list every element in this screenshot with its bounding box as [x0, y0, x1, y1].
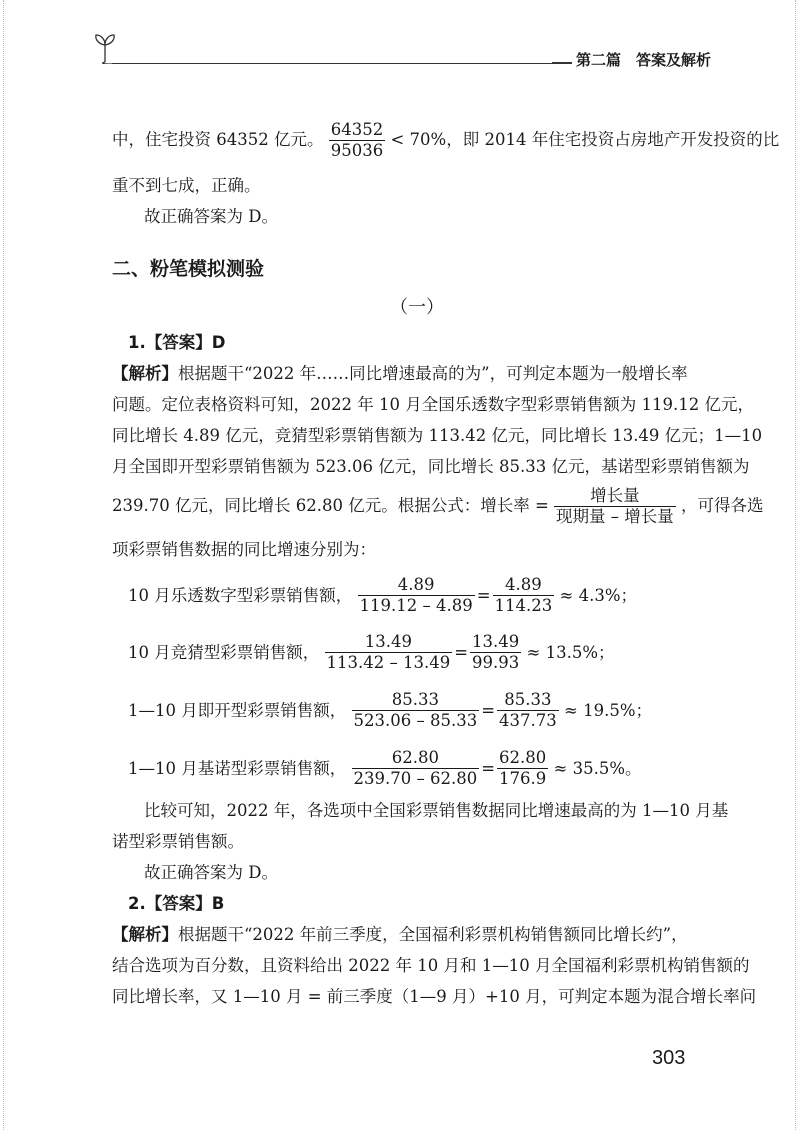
- analysis-label: 【解析】: [112, 364, 178, 383]
- equals-sign: =: [476, 585, 491, 605]
- calc-label: 1—10 月即开型彩票销售额，: [128, 700, 347, 720]
- header-rule-dash: [552, 62, 572, 64]
- calc-fraction-1: [352, 690, 480, 731]
- fraction-numerator: 64352: [330, 120, 384, 139]
- calc-num: 13.49: [472, 632, 520, 651]
- calc-label: 10 月乐透数字型彩票销售额，: [128, 585, 353, 605]
- calc-result: ≈ 4.3%；: [559, 585, 638, 605]
- formula-numerator: 增长量: [590, 486, 640, 505]
- analysis-text: 根据题干“2022 年前三季度，全国福利彩票机构销售额同比增长约”，: [178, 925, 688, 944]
- q1-after-formula: 项彩票销售数据的同比增速分别为：: [112, 540, 376, 559]
- subsection-heading: （一）: [390, 297, 444, 318]
- p2-answer: 故正确答案为 D。: [144, 207, 278, 226]
- calc-result: ≈ 35.5%。: [553, 758, 642, 778]
- left-edge-dots: [3, 0, 5, 1130]
- header-rule: [112, 63, 552, 64]
- calc-label: 10 月竞猜型彩票销售额，: [128, 642, 320, 662]
- calc-result: ≈ 19.5%；: [564, 700, 653, 720]
- calc-line: [128, 748, 642, 789]
- q1-analysis-line4: 月全国即开型彩票销售额为 523.06 亿元，同比增长 85.33 亿元，基诺型彩票销售额为: [112, 457, 750, 476]
- q2-answer-head: 2.【答案】B: [128, 894, 225, 913]
- q1-compare-line2: 诺型彩票销售额。: [112, 832, 244, 851]
- calc-fraction-2: [493, 575, 555, 616]
- calc-fraction-1: [358, 575, 475, 616]
- fraction-housing: [329, 120, 386, 161]
- equals-sign: =: [454, 642, 469, 662]
- calc-fraction-2: [497, 748, 548, 789]
- formula-denominator: 现期量 – 增长量: [556, 507, 674, 526]
- running-header-title: 第二篇 答案及解析: [576, 51, 712, 69]
- calc-num: 62.80: [499, 748, 547, 767]
- sprout-icon: [92, 32, 118, 64]
- calc-fraction-2: [497, 690, 559, 731]
- calc-den: 99.93: [472, 653, 520, 672]
- q2-analysis-line1: [112, 923, 688, 947]
- calc-den: 176.9: [499, 769, 547, 788]
- growth-rate-formula: [554, 486, 676, 527]
- calc-den: 523.06 – 85.33: [353, 711, 478, 730]
- calc-den: 113.42 – 13.49: [326, 653, 451, 672]
- q2-analysis-line3: 同比增长率，又 1—10 月 = 前三季度（1—9 月）+10 月，可判定本题为混合增长率问: [112, 987, 757, 1006]
- analysis-label: 【解析】: [112, 925, 178, 944]
- calc-num: 13.49: [364, 632, 412, 651]
- calc-num: 85.33: [504, 690, 552, 709]
- calc-fraction-1: [352, 748, 480, 789]
- formula-pre: 239.70 亿元，同比增长 62.80 亿元。根据公式：增长率 =: [112, 496, 549, 515]
- calc-num: 62.80: [391, 748, 439, 767]
- calc-num: 4.89: [505, 575, 542, 594]
- analysis-text: 根据题干“2022 年……同比增速最高的为”，可判定本题为一般增长率: [178, 364, 688, 383]
- calc-den: 239.70 – 62.80: [353, 769, 478, 788]
- calc-line: [128, 575, 637, 616]
- fraction-denominator: 95036: [330, 141, 384, 160]
- calc-fraction-2: [470, 632, 521, 673]
- q1-analysis-line1: [112, 362, 688, 386]
- calc-fraction-1: [325, 632, 453, 673]
- q1-compare-line1: 比较可知，2022 年，各选项中全国彩票销售数据同比增速最高的为 1—10 月基: [144, 801, 729, 820]
- calc-den: 119.12 – 4.89: [359, 596, 473, 615]
- right-edge-dots: [795, 0, 797, 1130]
- equals-sign: =: [481, 758, 496, 778]
- calc-den: 114.23: [494, 596, 553, 615]
- q1-final-answer: 故正确答案为 D。: [144, 863, 278, 882]
- q1-answer-head: 1.【答案】D: [128, 333, 226, 352]
- calc-num: 4.89: [397, 575, 435, 594]
- equals-sign: =: [481, 700, 496, 720]
- calc-num: 85.33: [391, 690, 439, 709]
- section-heading: 二、粉笔模拟测验: [112, 258, 265, 280]
- q1-analysis-line3: 同比增长 4.89 亿元，竞猜型彩票销售额为 113.42 亿元，同比增长 13.49 亿元；1—10: [112, 426, 763, 445]
- q1-formula-line: [112, 486, 764, 527]
- page-number: 303: [652, 1047, 686, 1069]
- calc-den: 437.73: [499, 711, 557, 730]
- calc-label: 1—10 月基诺型彩票销售额，: [128, 758, 347, 778]
- paragraph-continuation: [112, 120, 779, 161]
- q1-analysis-line2: 问题。定位表格资料可知，2022 年 10 月全国乐透数字型彩票销售额为 119.12 亿元，: [112, 395, 754, 414]
- p1-post: < 70%，即 2014 年住宅投资占房地产开发投资的比: [390, 130, 780, 149]
- formula-post: ，可得各选: [681, 496, 764, 515]
- q2-analysis-line2: 结合选项为百分数，且资料给出 2022 年 10 月和 1—10 月全国福利彩票机构销售额的: [112, 956, 750, 975]
- p1-pre: 中，住宅投资 64352 亿元。: [112, 130, 324, 149]
- calc-result: ≈ 13.5%；: [526, 642, 615, 662]
- calc-line: [128, 632, 615, 673]
- calc-line: [128, 690, 652, 731]
- p1-line2: 重不到七成，正确。: [112, 176, 261, 195]
